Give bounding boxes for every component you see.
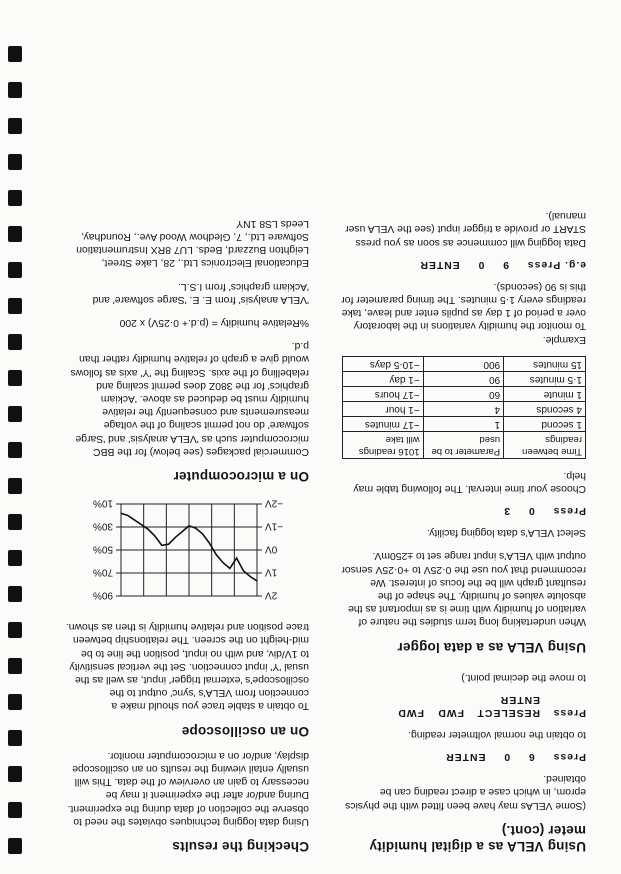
table-cell: 4 seconds [504, 401, 586, 416]
y-axis-voltage-label: 1V [265, 566, 278, 578]
longterm-paragraph: When undertaking long term studies the nature of variation of humidity with time is as important as the absolute values of humidity. The shape of the resultant graph will be the focus of interest. We recommend that you use the 0·25V to +0·25V sensor output with VELA's input range set to ±250mV. [341, 550, 586, 628]
binding-hole [8, 406, 22, 422]
binding-hole [8, 730, 22, 746]
table-cell: ~1 hour [343, 401, 424, 416]
y-axis-humidity-label: 30% [92, 520, 113, 532]
binding-hole [8, 262, 22, 278]
table-cell: ~17 minutes [343, 416, 424, 431]
table-header: Time between readings [504, 431, 586, 458]
table-header: Parameter to be used [423, 431, 504, 458]
key-3: 3 [503, 505, 511, 516]
table-row [343, 386, 586, 401]
table-cell: 1·5 minutes [504, 371, 586, 386]
binding-hole [8, 226, 22, 242]
table-row [343, 401, 586, 416]
oscilloscope-chart-svg [61, 492, 309, 610]
binding-hole [8, 334, 22, 350]
y-axis-voltage-label: 0V [265, 543, 278, 555]
binding-hole [8, 190, 22, 206]
table-header: 1016 readings will take [343, 431, 424, 458]
example-paragraph: To monitor the humidity variations in the laboratory over a period of 1 day as pupils enter and leave, take readings every 1·5 minutes. The timing parameter for this is 90 (seconds). [341, 280, 586, 332]
y-axis-voltage-label: −1V [265, 520, 284, 532]
binding-hole [8, 442, 22, 458]
right-column [61, 207, 309, 854]
left-column [338, 199, 586, 854]
table-row [343, 356, 586, 371]
key-enter: ENTER [445, 751, 486, 763]
binding-hole [8, 82, 22, 98]
table-cell: ~17 hours [343, 386, 424, 401]
normal-reading-paragraph: to obtain the normal voltmeter reading. [408, 729, 586, 741]
addresses-paragraph: Educational Electronics Ltd., 28, Lake Street, Leighton Buzzard, Beds. LU7 8RX Instrumentation Software Ltd., 7, Gledhow Wood Ave., Roundhay, Leeds LS8 1NY [76, 217, 309, 269]
y-axis-humidity-label: 90% [92, 589, 113, 601]
microcomputer-paragraph: Commercial packages (see below) for the BBC microcomputer such as 'VELA analysis' and 'Sarge software' do not permit scaling of the voltage measurements and consequently the relative humidity must be deduced as above. 'Ackiam graphics' for the 380Z does permit scaling and relabelling of the axis. Scaling the 'Y' axis as follows would give a graph of relative humidity rather than p.d. [70, 340, 309, 457]
formula: %Relative humidity = (p.d.+ 0·25V) x 200 [119, 316, 309, 328]
results-heading: Using VELA as a digital humidity meter (cont.) [369, 822, 586, 854]
start-paragraph: Data logging will commence as soon as you press START or provide a trigger input (see the VELA user manual). [345, 210, 586, 248]
binding-hole [8, 658, 22, 674]
y-axis-voltage-label: 2V [265, 589, 278, 601]
time-interval-table [342, 356, 586, 459]
results-paragraph: Using data logging techniques obviates the need to observe the collection of data during the experiment. During and/or after the experiment it may be necessary to gain an overview of the data. This will usually entail viewing the results on an oscilloscope display, and/or on a microcomputer monitor. [67, 749, 309, 827]
table-cell: 1 minute [504, 386, 586, 401]
binding-hole [8, 478, 22, 494]
eprom-paragraph: (Some VELAs may have been fitted with the physics eprom, in which case a direct reading can be obtained. [345, 773, 586, 811]
y-axis-humidity-label: 70% [92, 566, 113, 578]
binding-hole [8, 766, 22, 782]
binding-hole [8, 802, 22, 818]
binding-hole [8, 550, 22, 566]
decimal-paragraph: to move the decimal point.) [461, 671, 586, 683]
table-row [343, 371, 586, 386]
binding-hole [8, 298, 22, 314]
key-reselect: RESELECT [476, 706, 540, 718]
table-cell: 60 [423, 386, 504, 401]
binding-hole [8, 370, 22, 386]
sources-paragraph: 'VELA analysis' from E. E. 'Sarge software' and 'Ackiam graphics' from I.S.L. [92, 280, 309, 305]
choose-paragraph: Choose your time interval. The following table may help. [353, 469, 586, 494]
example-label: Example. [542, 333, 586, 345]
spiral-binding [0, 14, 30, 860]
table-header-row [343, 431, 586, 458]
y-axis-humidity-label: 10% [92, 497, 113, 509]
select-paragraph: Select VELA's data logging facility. [427, 527, 586, 539]
key-0: 0 [528, 505, 535, 516]
key-press-label: Press [552, 706, 586, 718]
key-enter: ENTER [419, 258, 460, 270]
table-row [343, 416, 586, 431]
table-cell: ~1 day [343, 371, 424, 386]
key-0: 0 [503, 751, 511, 763]
microcomputer-heading: On a microcomputer [173, 468, 309, 484]
key-6: 6 [528, 751, 535, 763]
key-press-label: Press [552, 505, 586, 516]
key-0: 0 [477, 258, 485, 270]
binding-hole [8, 514, 22, 530]
key-fwd: FWD [397, 706, 424, 718]
binding-hole [8, 622, 22, 638]
key-sequence-2 [338, 694, 586, 718]
key-fwd: FWD [437, 706, 464, 718]
oscilloscope-heading: On an oscilloscope [181, 723, 309, 739]
table-cell: 1 second [504, 416, 586, 431]
y-axis-humidity-label: 50% [92, 543, 113, 555]
table-cell: 90 [423, 371, 504, 386]
key-press-label: Press [552, 751, 586, 763]
table-cell: 4 [423, 401, 504, 416]
key-sequence-1 [338, 751, 586, 762]
binding-hole [8, 694, 22, 710]
binding-hole [8, 838, 22, 854]
table-cell: ~10·5 days [343, 356, 424, 371]
key-sequence-3 [338, 505, 586, 516]
table-cell: 1 [423, 416, 504, 431]
key-press-label: e.g. Press [526, 258, 586, 270]
binding-hole [8, 586, 22, 602]
checking-results-heading: Checking the results [172, 839, 309, 854]
y-axis-voltage-label: −2V [265, 497, 284, 509]
table-cell: 900 [423, 356, 504, 371]
binding-hole [8, 118, 22, 134]
binding-hole [8, 154, 22, 170]
oscilloscope-chart [61, 492, 309, 610]
key-sequence-4 [338, 259, 586, 270]
data-logger-heading: Using VELA as a data logger [397, 639, 586, 655]
binding-hole [8, 46, 22, 62]
oscilloscope-paragraph: To obtain a stable trace you should make a connection from VELA's 'sync' output to the oscilloscope's 'external trigger' input, as well as the usual 'Y' input connection. Set the vertical sensitivity to 1V/div, and with no input, position the line to be mid-height on the screen. The relationship between trace position and relative humidity is then as shown. [65, 621, 309, 712]
key-9: 9 [502, 258, 509, 270]
table-cell: 15 minutes [504, 356, 586, 371]
key-enter: ENTER [499, 693, 540, 705]
